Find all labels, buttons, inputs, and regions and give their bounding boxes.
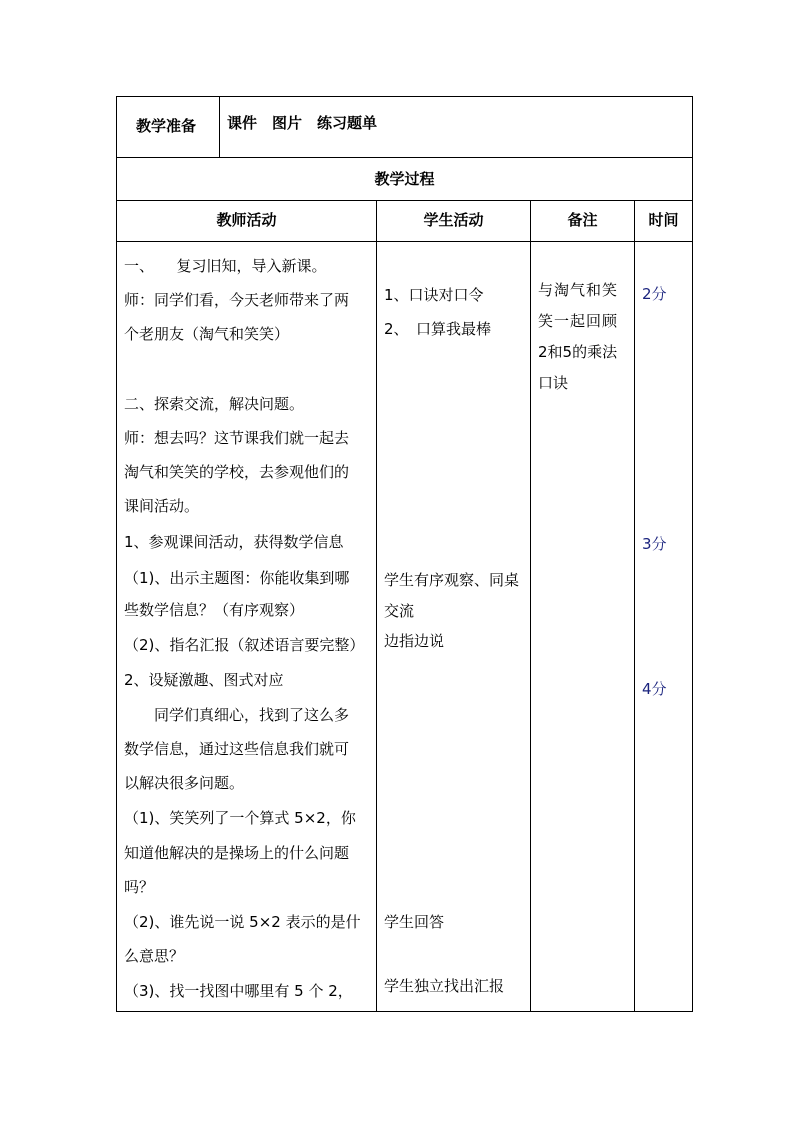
student-line: 1、口诀对口令: [384, 286, 484, 304]
student-line: 学生有序观察、同桌: [384, 571, 520, 589]
teacher-line: （2)、谁先说一说 5×2 表示的是什: [124, 913, 361, 931]
header-note: 备注: [567, 211, 598, 229]
teacher-line: 同学们真细心，找到了这么多: [124, 706, 350, 724]
note-line: 与淘气和笑: [538, 281, 619, 299]
border-col-note-time: [634, 200, 635, 1012]
time-value: 2分: [642, 285, 667, 303]
teacher-line: 么意思？: [124, 947, 185, 965]
time-value: 4分: [642, 680, 667, 698]
teacher-line: 以解决很多问题。: [124, 774, 245, 792]
time-value: 3分: [642, 535, 667, 553]
teacher-line: 数学信息，通过这些信息我们就可: [124, 740, 350, 758]
student-line: 边指边说: [384, 632, 445, 650]
teacher-line: 吗？: [124, 878, 155, 896]
border-prep-divider: [219, 96, 220, 158]
teacher-line: 淘气和笑笑的学校，去参观他们的: [124, 463, 350, 481]
teacher-line: 师：想去吗？这节课我们就一起去: [124, 429, 350, 447]
teacher-line: 1、参观课间活动，获得数学信息: [124, 533, 344, 551]
prep-value: 课件 图片 练习题单: [227, 114, 378, 132]
border-process-bottom: [116, 200, 693, 201]
teacher-line: 知道他解决的是操场上的什么问题: [124, 844, 350, 862]
process-title: 教学过程: [374, 170, 435, 188]
teacher-line: （3)、找一找图中哪里有 5 个 2，: [124, 982, 353, 1000]
border-bottom: [116, 1011, 693, 1012]
prep-label: 教学准备: [136, 117, 197, 135]
student-line: 2、 口算我最棒: [384, 320, 492, 338]
teacher-line: 2、设疑激趣、图式对应: [124, 671, 284, 689]
note-line: 口诀: [538, 374, 569, 392]
student-line: 学生回答: [384, 913, 445, 931]
teacher-line: 课间活动。: [124, 497, 200, 515]
border-top: [116, 96, 693, 97]
teacher-line: 一、 复习旧知，导入新课。: [124, 257, 327, 275]
header-student: 学生活动: [423, 211, 484, 229]
student-line: 学生独立找出汇报: [384, 977, 505, 995]
border-right: [692, 96, 693, 1012]
teacher-line: （1)、笑笑列了一个算式 5×2，你: [124, 809, 356, 827]
teacher-line: （2)、指名汇报（叙述语言要完整）: [124, 636, 365, 654]
teacher-line: 二、探索交流，解决问题。: [124, 395, 305, 413]
border-left: [116, 96, 117, 1012]
teacher-line: （1)、出示主题图：你能收集到哪: [124, 569, 350, 587]
border-header-bottom: [116, 241, 693, 242]
border-col-teacher-student: [376, 200, 377, 1012]
header-time: 时间: [648, 211, 679, 229]
teacher-line: 些数学信息？（有序观察）: [124, 601, 305, 619]
border-prep-bottom: [116, 157, 693, 158]
note-line: 2和5的乘法: [538, 343, 618, 361]
student-line: 交流: [384, 602, 415, 620]
border-col-student-note: [530, 200, 531, 1012]
note-line: 笑一起回顾: [538, 312, 619, 330]
teacher-line: 师：同学们看，今天老师带来了两: [124, 291, 350, 309]
header-teacher: 教师活动: [216, 211, 277, 229]
teacher-line: 个老朋友（淘气和笑笑）: [124, 325, 290, 343]
